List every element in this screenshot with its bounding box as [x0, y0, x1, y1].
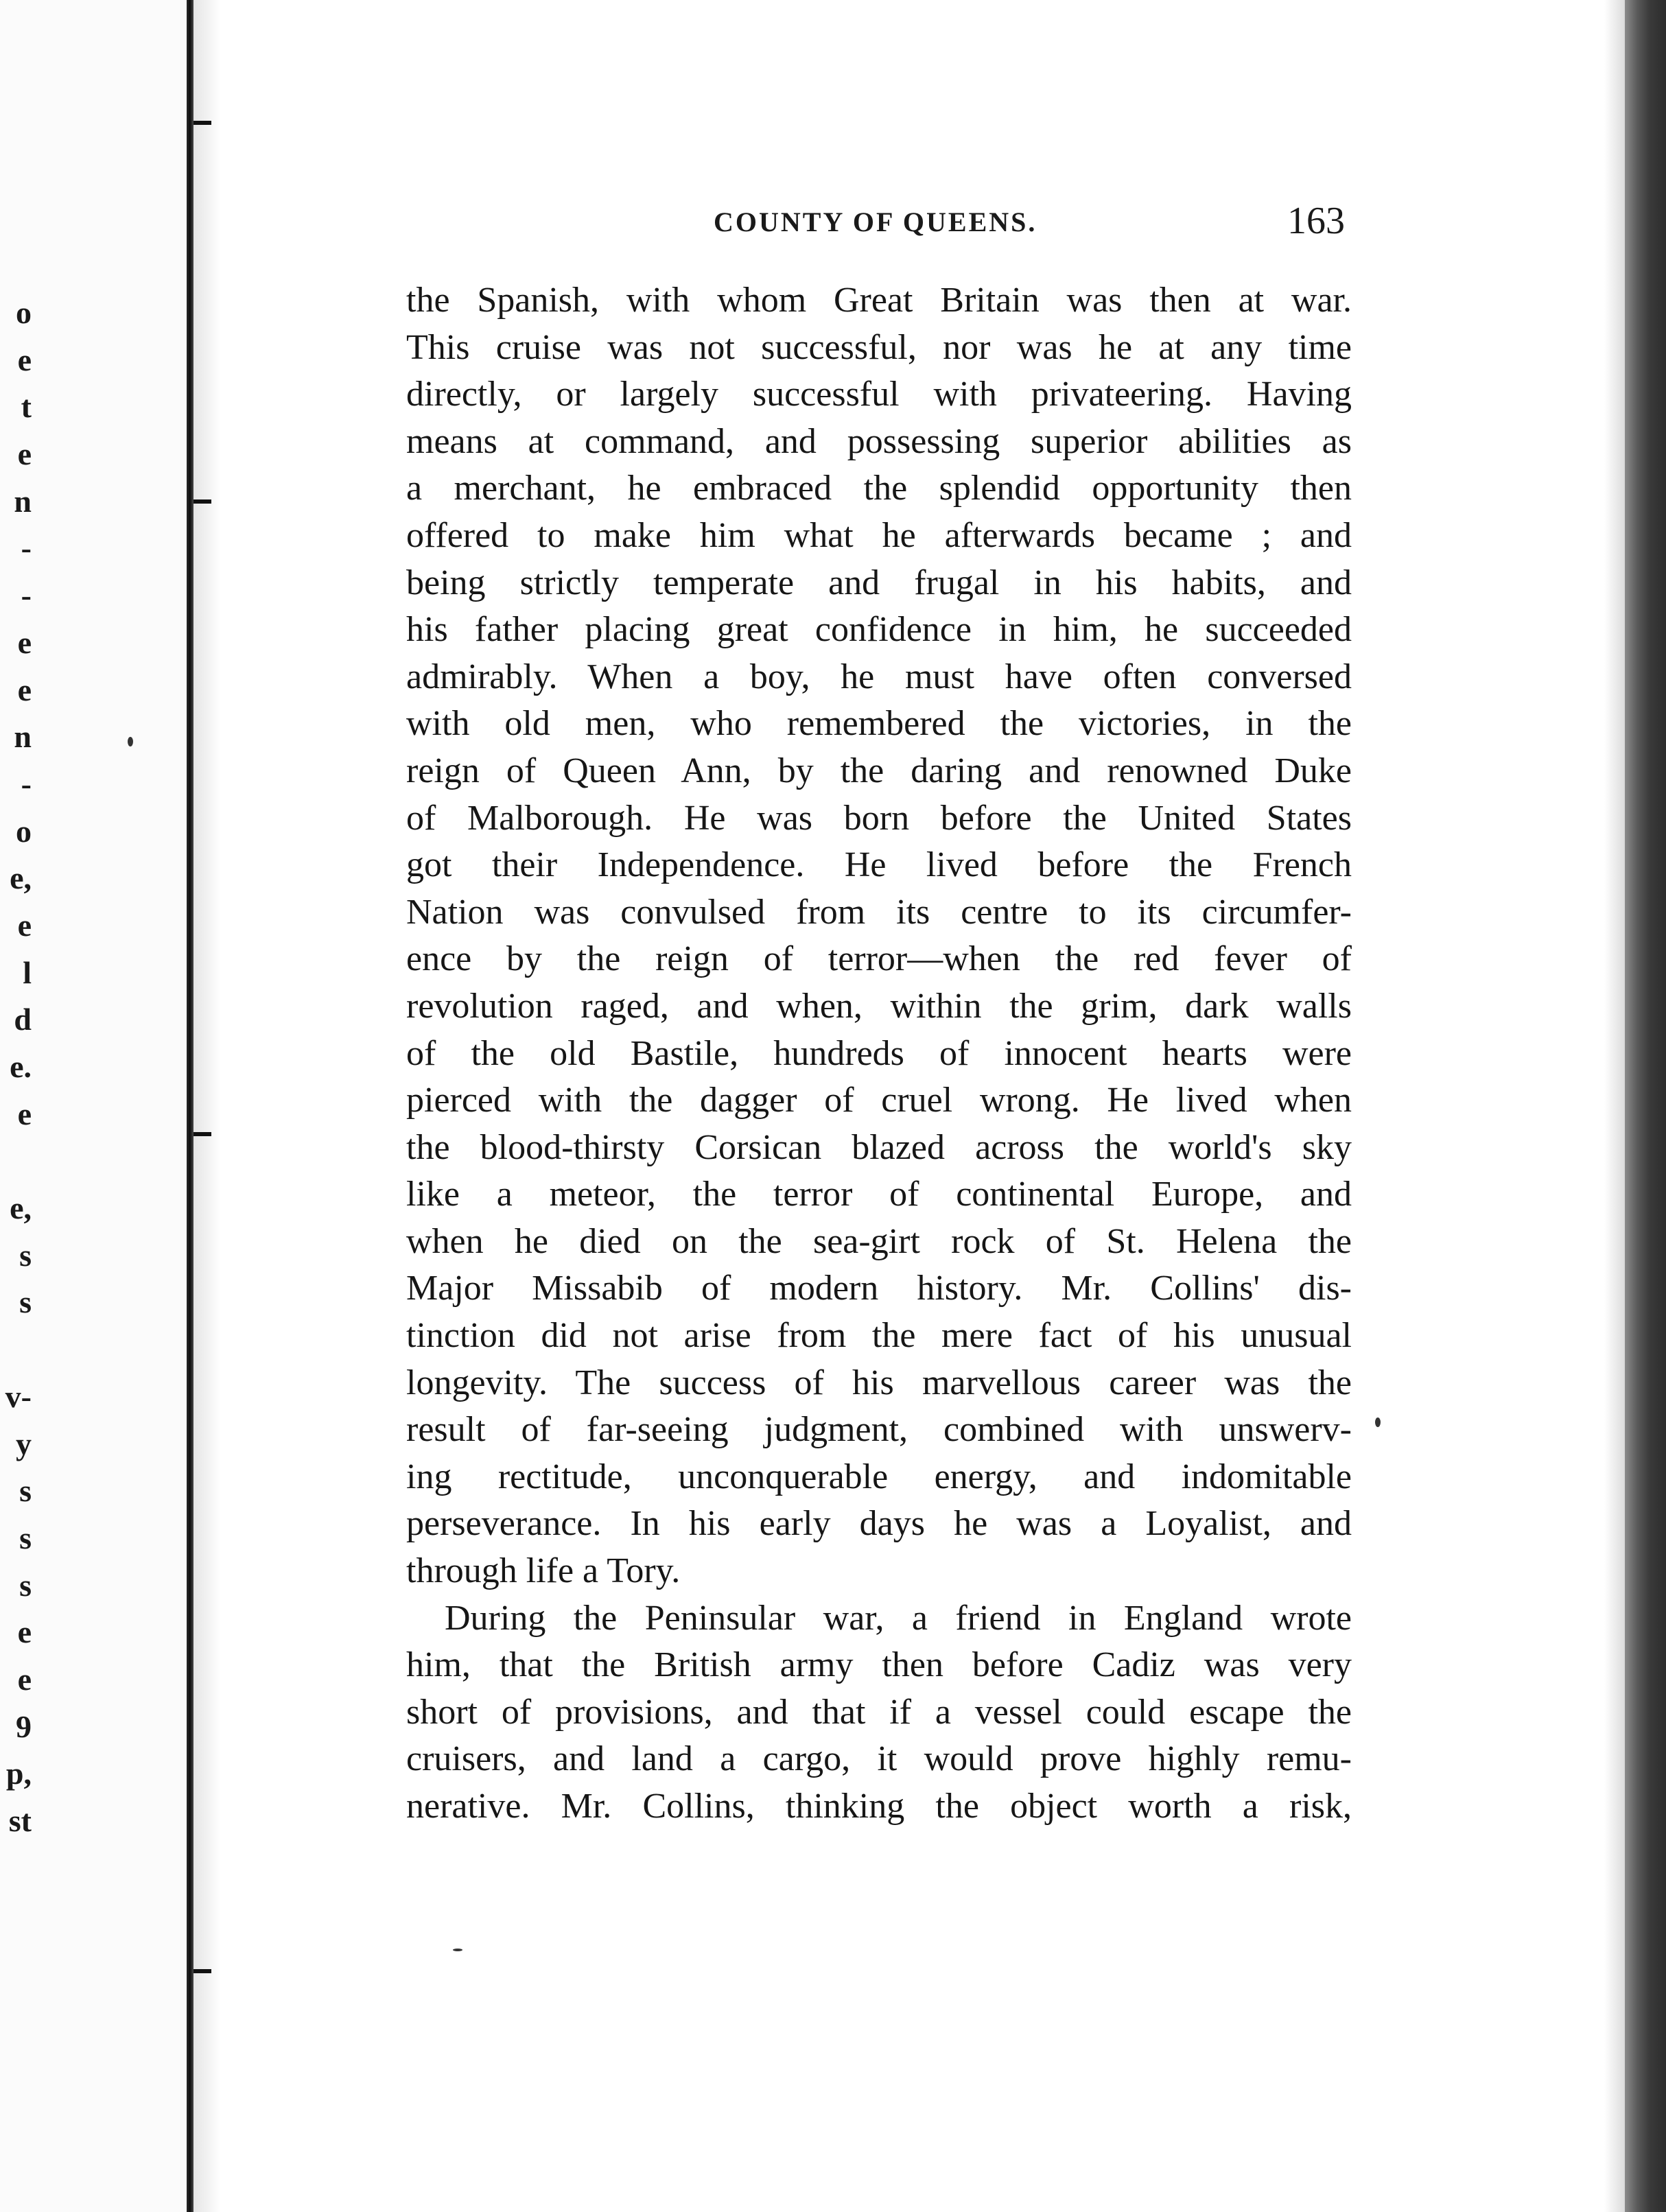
facing-page-letter: e: [17, 1096, 32, 1131]
facing-page-letter: o: [16, 813, 32, 849]
text-line: tinction did not arise from the mere fact of his unusual: [406, 1316, 1352, 1356]
facing-page-letter: 9: [16, 1708, 32, 1744]
text-line: a merchant, he embraced the splendid opportunity then: [406, 469, 1352, 508]
text-line: Major Missabib of modern history. Mr. Collins' dis-: [406, 1269, 1352, 1308]
text-line: directly, or largely successful with privateering. Having: [406, 375, 1352, 414]
text-line: through life a Tory.: [406, 1551, 681, 1591]
facing-page-letter: t: [21, 389, 32, 425]
facing-page-letter: e: [17, 1661, 32, 1697]
text-line: when he died on the sea-girt rock of St. Helena the: [406, 1221, 1352, 1261]
facing-page-letter: e,: [10, 1190, 32, 1226]
text-line: This cruise was not successful, nor was he at any time: [406, 327, 1352, 367]
facing-page-letter: e: [17, 907, 32, 943]
facing-page-letter: d: [14, 1002, 32, 1037]
print-speck: [128, 737, 133, 746]
gutter-mark: [193, 1132, 211, 1136]
facing-page-letter: l: [23, 954, 32, 990]
facing-page-letters: [4, 290, 32, 1845]
facing-page-letter: n: [14, 719, 32, 755]
text-line: cruisers, and land a cargo, it would prove highly remu-: [406, 1739, 1352, 1779]
gutter-mark: [193, 1969, 211, 1973]
text-line: longevity. The success of his marvellous career was the: [406, 1363, 1352, 1402]
text-line: ing rectitude, unconquerable energy, and indomitable: [406, 1457, 1352, 1496]
text-line: of Malborough. He was born before the United States: [406, 798, 1352, 838]
print-speck: [453, 1949, 462, 1951]
text-line: the Spanish, with whom Great Britain was then at war.: [406, 281, 1352, 320]
facing-page-letter: -: [21, 530, 32, 566]
text-line: perseverance. In his early days he was a Loyalist, and: [406, 1504, 1352, 1544]
facing-page-letter: e,: [10, 860, 32, 896]
facing-page-fragment: [0, 0, 191, 2212]
facing-page-letter: -: [21, 766, 32, 801]
facing-page-letter: [4, 1326, 32, 1374]
gutter-shadow: [193, 0, 221, 2212]
facing-page-letter: y: [16, 1426, 32, 1461]
text-line: During the Peninsular war, a friend in England wrote: [445, 1598, 1352, 1638]
text-line: of the old Bastile, hundreds of innocent hearts were: [406, 1033, 1352, 1073]
text-line: the blood-thirsty Corsican blazed across the world's sky: [406, 1127, 1352, 1167]
text-line: his father placing great confidence in him, he succeeded: [406, 610, 1352, 650]
facing-page-letter: [4, 1138, 32, 1185]
facing-page-letter: s: [19, 1473, 32, 1509]
running-header: COUNTY OF QUEENS.: [714, 207, 1037, 237]
text-line: with old men, who remembered the victories, in the: [406, 704, 1352, 744]
text-line: nerative. Mr. Collins, thinking the object worth a risk,: [406, 1787, 1352, 1826]
text-line: got their Independence. He lived before the French: [406, 845, 1352, 885]
text-line: offered to make him what he afterwards became ; and: [406, 515, 1352, 555]
gutter-mark: [193, 121, 211, 125]
facing-page-letter: e: [17, 672, 32, 707]
print-speck: [1375, 1417, 1381, 1427]
facing-page-letter: s: [19, 1284, 32, 1320]
text-line: result of far-seeing judgment, combined with unswerv-: [406, 1410, 1352, 1450]
paragraph-1: [406, 277, 1352, 1595]
text-line: admirably. When a boy, he must have often conversed: [406, 657, 1352, 696]
text-line: means at command, and possessing superior abilities as: [406, 421, 1352, 461]
facing-page-letter: st: [8, 1803, 32, 1838]
facing-page-letter: n: [14, 483, 32, 519]
text-line: short of provisions, and that if a vessel could escape the: [406, 1692, 1352, 1732]
facing-page-letter: s: [19, 1237, 32, 1273]
facing-page-letter: s: [19, 1567, 32, 1603]
facing-page-letter: s: [19, 1520, 32, 1555]
book-edge: [1625, 0, 1666, 2212]
text-line: pierced with the dagger of cruel wrong. He lived when: [406, 1081, 1352, 1120]
facing-page-letter: e.: [10, 1049, 32, 1084]
facing-page-letter: e: [17, 342, 32, 377]
page-edge-shadow: [1604, 0, 1625, 2212]
binding-gutter: [187, 0, 193, 2212]
facing-page-letter: v-: [5, 1378, 32, 1414]
facing-page-letter: -: [21, 578, 32, 613]
text-line: him, that the British army then before Cadiz was very: [406, 1645, 1352, 1685]
body-text: [406, 277, 1352, 1831]
facing-page-letter: o: [16, 295, 32, 330]
facing-page-letter: e: [17, 436, 32, 472]
facing-page-letter: e: [17, 1614, 32, 1650]
text-line: reign of Queen Ann, by the daring and renowned Duke: [406, 751, 1352, 790]
text-line: like a meteor, the terror of continental Europe, and: [406, 1175, 1352, 1214]
facing-page-letter: p,: [5, 1756, 32, 1791]
page-number: 163: [1287, 200, 1345, 242]
text-line: revolution raged, and when, within the grim, dark walls: [406, 986, 1352, 1026]
facing-page-letter: e: [17, 624, 32, 660]
text-line: ence by the reign of terror—when the red fever of: [406, 939, 1352, 979]
paragraph-2: [406, 1595, 1352, 1831]
gutter-mark: [193, 499, 211, 504]
text-line: Nation was convulsed from its centre to its circumfer-: [406, 892, 1352, 932]
text-line: being strictly temperate and frugal in his habits, and: [406, 563, 1352, 602]
